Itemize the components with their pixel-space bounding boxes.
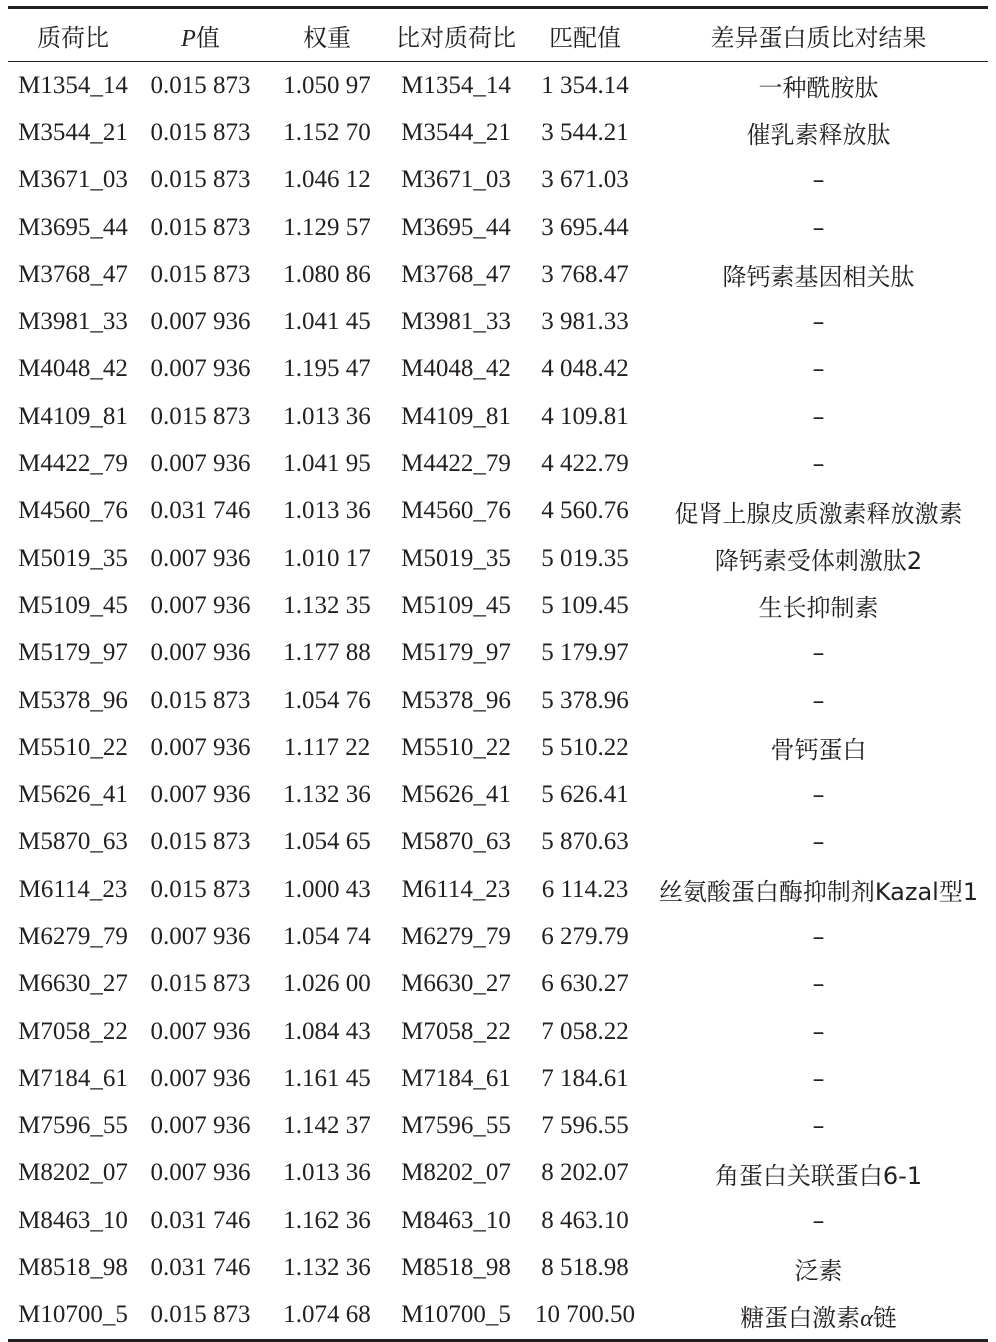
cell-mass-ratio: M5870_63 [18, 828, 128, 856]
table-header [8, 9, 988, 62]
cell-match-value: 6 279.79 [541, 922, 629, 950]
header-p-letter: P [181, 25, 196, 52]
cell-weight: 1.080 86 [283, 260, 371, 288]
cell-mass-ratio: M6114_23 [18, 875, 128, 903]
cell-weight: 1.041 45 [283, 308, 371, 336]
results-table [8, 9, 988, 1339]
cell-match-value: 3 695.44 [541, 213, 629, 241]
cell-weight: 1.013 36 [283, 497, 371, 525]
cell-result: – [812, 828, 825, 857]
table-row [8, 1244, 988, 1291]
cell-compare-mass-ratio: M3544_21 [401, 118, 511, 146]
cell-match-value: 3 671.03 [541, 166, 629, 194]
cell-p-value: 0.031 746 [150, 1206, 251, 1234]
table-row [8, 62, 988, 109]
table-row [8, 157, 988, 204]
cell-p-value: 0.007 936 [150, 639, 251, 667]
cell-compare-mass-ratio: M3981_33 [401, 308, 511, 336]
cell-weight: 1.161 45 [283, 1064, 371, 1092]
cell-match-value: 5 019.35 [541, 544, 629, 572]
cell-compare-mass-ratio: M8202_07 [401, 1159, 511, 1187]
cell-compare-mass-ratio: M5870_63 [401, 828, 511, 856]
cell-p-value: 0.031 746 [150, 1254, 251, 1282]
cell-p-value: 0.015 873 [150, 71, 251, 99]
cell-weight: 1.026 00 [283, 970, 371, 998]
cell-result: 催乳素释放肽 [746, 121, 891, 150]
cell-result: 角蛋白关联蛋白6-1 [714, 1161, 923, 1190]
cell-weight: 1.046 12 [283, 166, 371, 194]
cell-match-value: 8 518.98 [541, 1254, 629, 1282]
cell-p-value: 0.007 936 [150, 355, 251, 383]
result-suffix: 链 [872, 1303, 897, 1332]
cell-p-value: 0.007 936 [150, 544, 251, 572]
cell-weight: 1.129 57 [283, 213, 371, 241]
cell-mass-ratio: M5378_96 [18, 686, 128, 714]
cell-mass-ratio: M3544_21 [18, 118, 128, 146]
cell-result: – [812, 402, 825, 431]
cell-p-value: 0.015 873 [150, 402, 251, 430]
cell-result: – [812, 922, 825, 951]
cell-match-value: 7 184.61 [541, 1064, 629, 1092]
cell-p-value: 0.007 936 [150, 781, 251, 809]
cell-mass-ratio: M5510_22 [18, 733, 128, 761]
cell-p-value: 0.015 873 [150, 1301, 251, 1329]
table-row [8, 204, 988, 251]
cell-weight: 1.054 76 [283, 686, 371, 714]
cell-result: 丝氨酸蛋白酶抑制剂Kazal型1 [658, 878, 979, 907]
cell-mass-ratio: M3768_47 [18, 260, 128, 288]
cell-p-value: 0.007 936 [150, 733, 251, 761]
cell-result [649, 1292, 988, 1339]
cell-compare-mass-ratio: M7596_55 [401, 1112, 511, 1140]
cell-weight: 1.132 36 [283, 1254, 371, 1282]
cell-compare-mass-ratio: M5179_97 [401, 639, 511, 667]
cell-compare-mass-ratio: M3768_47 [401, 260, 511, 288]
cell-mass-ratio: M7058_22 [18, 1017, 128, 1045]
cell-compare-mass-ratio: M7058_22 [401, 1017, 511, 1045]
cell-result: – [812, 213, 825, 242]
cell-weight: 1.195 47 [283, 355, 371, 383]
cell-mass-ratio: M6630_27 [18, 970, 128, 998]
cell-match-value: 7 058.22 [541, 1017, 629, 1045]
table-row [8, 866, 988, 913]
cell-compare-mass-ratio: M5378_96 [401, 686, 511, 714]
table-row [8, 1103, 988, 1150]
cell-weight: 1.010 17 [283, 544, 371, 572]
cell-match-value: 10 700.50 [535, 1301, 635, 1329]
table-row [8, 771, 988, 818]
cell-p-value: 0.015 873 [150, 213, 251, 241]
cell-mass-ratio: M1354_14 [18, 71, 128, 99]
table-row [8, 298, 988, 345]
cell-compare-mass-ratio: M6630_27 [401, 970, 511, 998]
cell-result: 降钙素基因相关肽 [722, 263, 915, 292]
cell-p-value: 0.007 936 [150, 1159, 251, 1187]
cell-result: – [812, 1064, 825, 1093]
cell-compare-mass-ratio: M6279_79 [401, 922, 511, 950]
table-row [8, 109, 988, 156]
cell-match-value: 3 544.21 [541, 118, 629, 146]
cell-result: – [812, 686, 825, 715]
result-prefix: 糖蛋白激素 [740, 1303, 861, 1332]
table-row [8, 724, 988, 771]
cell-result: – [812, 1017, 825, 1046]
cell-match-value: 5 510.22 [541, 733, 629, 761]
header-p-suffix: 值 [195, 23, 220, 52]
cell-result: 生长抑制素 [758, 594, 879, 623]
cell-compare-mass-ratio: M3671_03 [401, 166, 511, 194]
cell-match-value: 4 109.81 [541, 402, 629, 430]
cell-match-value: 3 768.47 [541, 260, 629, 288]
cell-weight: 1.142 37 [283, 1112, 371, 1140]
table-row [8, 346, 988, 393]
cell-match-value: 6 114.23 [541, 875, 629, 903]
table-row [8, 582, 988, 629]
cell-match-value: 6 630.27 [541, 970, 629, 998]
table-row [8, 1292, 988, 1339]
cell-match-value: 3 981.33 [541, 308, 629, 336]
cell-weight: 1.000 43 [283, 875, 371, 903]
table-row [8, 440, 988, 487]
table-row [8, 1197, 988, 1244]
cell-match-value: 5 626.41 [541, 781, 629, 809]
cell-compare-mass-ratio: M5510_22 [401, 733, 511, 761]
table-row [8, 488, 988, 535]
cell-weight: 1.117 22 [283, 733, 371, 761]
cell-compare-mass-ratio: M8463_10 [401, 1206, 511, 1234]
cell-mass-ratio: M8463_10 [18, 1206, 128, 1234]
cell-result: – [812, 1206, 825, 1235]
cell-compare-mass-ratio: M5626_41 [401, 781, 511, 809]
cell-result: 泛素 [794, 1256, 843, 1285]
cell-p-value: 0.007 936 [150, 1017, 251, 1045]
cell-match-value: 8 202.07 [541, 1159, 629, 1187]
cell-p-value: 0.015 873 [150, 260, 251, 288]
cell-mass-ratio: M7596_55 [18, 1112, 128, 1140]
cell-result: – [812, 166, 825, 195]
cell-weight: 1.162 36 [283, 1206, 371, 1234]
header-weight: 权重 [303, 23, 351, 52]
cell-compare-mass-ratio: M10700_5 [401, 1301, 511, 1329]
cell-weight: 1.013 36 [283, 402, 371, 430]
cell-compare-mass-ratio: M3695_44 [401, 213, 511, 241]
cell-mass-ratio: M4048_42 [18, 355, 128, 383]
cell-mass-ratio: M4109_81 [18, 402, 128, 430]
table-row [8, 913, 988, 960]
table-row [8, 630, 988, 677]
cell-match-value: 1 354.14 [541, 71, 629, 99]
cell-p-value: 0.015 873 [150, 166, 251, 194]
cell-weight: 1.041 95 [283, 450, 371, 478]
cell-match-value: 4 422.79 [541, 450, 629, 478]
cell-result: – [812, 1112, 825, 1141]
cell-compare-mass-ratio: M7184_61 [401, 1064, 511, 1092]
cell-p-value: 0.007 936 [150, 1112, 251, 1140]
header-match-value: 匹配值 [549, 23, 621, 52]
cell-compare-mass-ratio: M6114_23 [401, 875, 511, 903]
cell-weight: 1.177 88 [283, 639, 371, 667]
cell-weight: 1.054 74 [283, 922, 371, 950]
cell-p-value: 0.015 873 [150, 970, 251, 998]
cell-result: 促肾上腺皮质激素释放激素 [674, 499, 963, 528]
cell-mass-ratio: M10700_5 [18, 1301, 128, 1329]
cell-weight: 1.013 36 [283, 1159, 371, 1187]
cell-mass-ratio: M8518_98 [18, 1254, 128, 1282]
cell-compare-mass-ratio: M1354_14 [401, 71, 511, 99]
cell-result: – [812, 781, 825, 810]
cell-result: 降钙素受体刺激肽2 [714, 547, 923, 576]
cell-p-value: 0.007 936 [150, 1064, 251, 1092]
table-row [8, 1008, 988, 1055]
cell-p-value: 0.015 873 [150, 875, 251, 903]
header-compare-mass-ratio: 比对质荷比 [396, 23, 516, 52]
header-p-value [138, 9, 263, 61]
cell-p-value: 0.015 873 [150, 118, 251, 146]
table-row [8, 393, 988, 440]
cell-compare-mass-ratio: M4109_81 [401, 402, 511, 430]
cell-result: – [812, 639, 825, 668]
cell-match-value: 5 109.45 [541, 591, 629, 619]
cell-p-value: 0.015 873 [150, 686, 251, 714]
cell-result: 一种酰胺肽 [758, 74, 879, 103]
cell-weight: 1.132 35 [283, 591, 371, 619]
cell-weight: 1.054 65 [283, 828, 371, 856]
cell-mass-ratio: M4560_76 [18, 497, 128, 525]
cell-weight: 1.050 97 [283, 71, 371, 99]
cell-match-value: 4 560.76 [541, 497, 629, 525]
cell-mass-ratio: M6279_79 [18, 922, 128, 950]
cell-p-value: 0.007 936 [150, 922, 251, 950]
cell-mass-ratio: M3671_03 [18, 166, 128, 194]
table-row [8, 1150, 988, 1197]
header-result: 差异蛋白质比对结果 [710, 23, 927, 52]
cell-p-value: 0.007 936 [150, 591, 251, 619]
cell-result: – [812, 450, 825, 479]
table-row [8, 961, 988, 1008]
cell-mass-ratio: M5179_97 [18, 639, 128, 667]
cell-p-value: 0.031 746 [150, 497, 251, 525]
cell-result: – [812, 308, 825, 337]
table-row [8, 535, 988, 582]
table-row [8, 677, 988, 724]
cell-mass-ratio: M8202_07 [18, 1159, 128, 1187]
cell-p-value: 0.007 936 [150, 308, 251, 336]
cell-compare-mass-ratio: M8518_98 [401, 1254, 511, 1282]
cell-compare-mass-ratio: M5109_45 [401, 591, 511, 619]
header-row [8, 9, 988, 61]
cell-mass-ratio: M3981_33 [18, 308, 128, 336]
cell-mass-ratio: M7184_61 [18, 1064, 128, 1092]
cell-weight: 1.152 70 [283, 118, 371, 146]
cell-compare-mass-ratio: M4048_42 [401, 355, 511, 383]
header-mass-ratio: 质荷比 [37, 23, 109, 52]
cell-result: – [812, 970, 825, 999]
cell-mass-ratio: M3695_44 [18, 213, 128, 241]
cell-compare-mass-ratio: M4560_76 [401, 497, 511, 525]
result-italic: α [860, 1305, 873, 1332]
cell-match-value: 4 048.42 [541, 355, 629, 383]
table-row [8, 819, 988, 866]
cell-mass-ratio: M5019_35 [18, 544, 128, 572]
cell-weight: 1.132 36 [283, 781, 371, 809]
cell-match-value: 8 463.10 [541, 1206, 629, 1234]
cell-result: 骨钙蛋白 [770, 736, 867, 765]
cell-match-value: 5 870.63 [541, 828, 629, 856]
table-row [8, 1055, 988, 1102]
cell-p-value: 0.015 873 [150, 828, 251, 856]
cell-match-value: 5 378.96 [541, 686, 629, 714]
cell-p-value: 0.007 936 [150, 450, 251, 478]
table-row [8, 251, 988, 298]
cell-mass-ratio: M5109_45 [18, 591, 128, 619]
cell-mass-ratio: M4422_79 [18, 450, 128, 478]
cell-weight: 1.074 68 [283, 1301, 371, 1329]
cell-mass-ratio: M5626_41 [18, 781, 128, 809]
cell-weight: 1.084 43 [283, 1017, 371, 1045]
cell-match-value: 7 596.55 [541, 1112, 629, 1140]
cell-compare-mass-ratio: M5019_35 [401, 544, 511, 572]
cell-result: – [812, 355, 825, 384]
table-body [8, 62, 988, 1339]
cell-compare-mass-ratio: M4422_79 [401, 450, 511, 478]
cell-match-value: 5 179.97 [541, 639, 629, 667]
results-table-container [8, 6, 988, 1342]
